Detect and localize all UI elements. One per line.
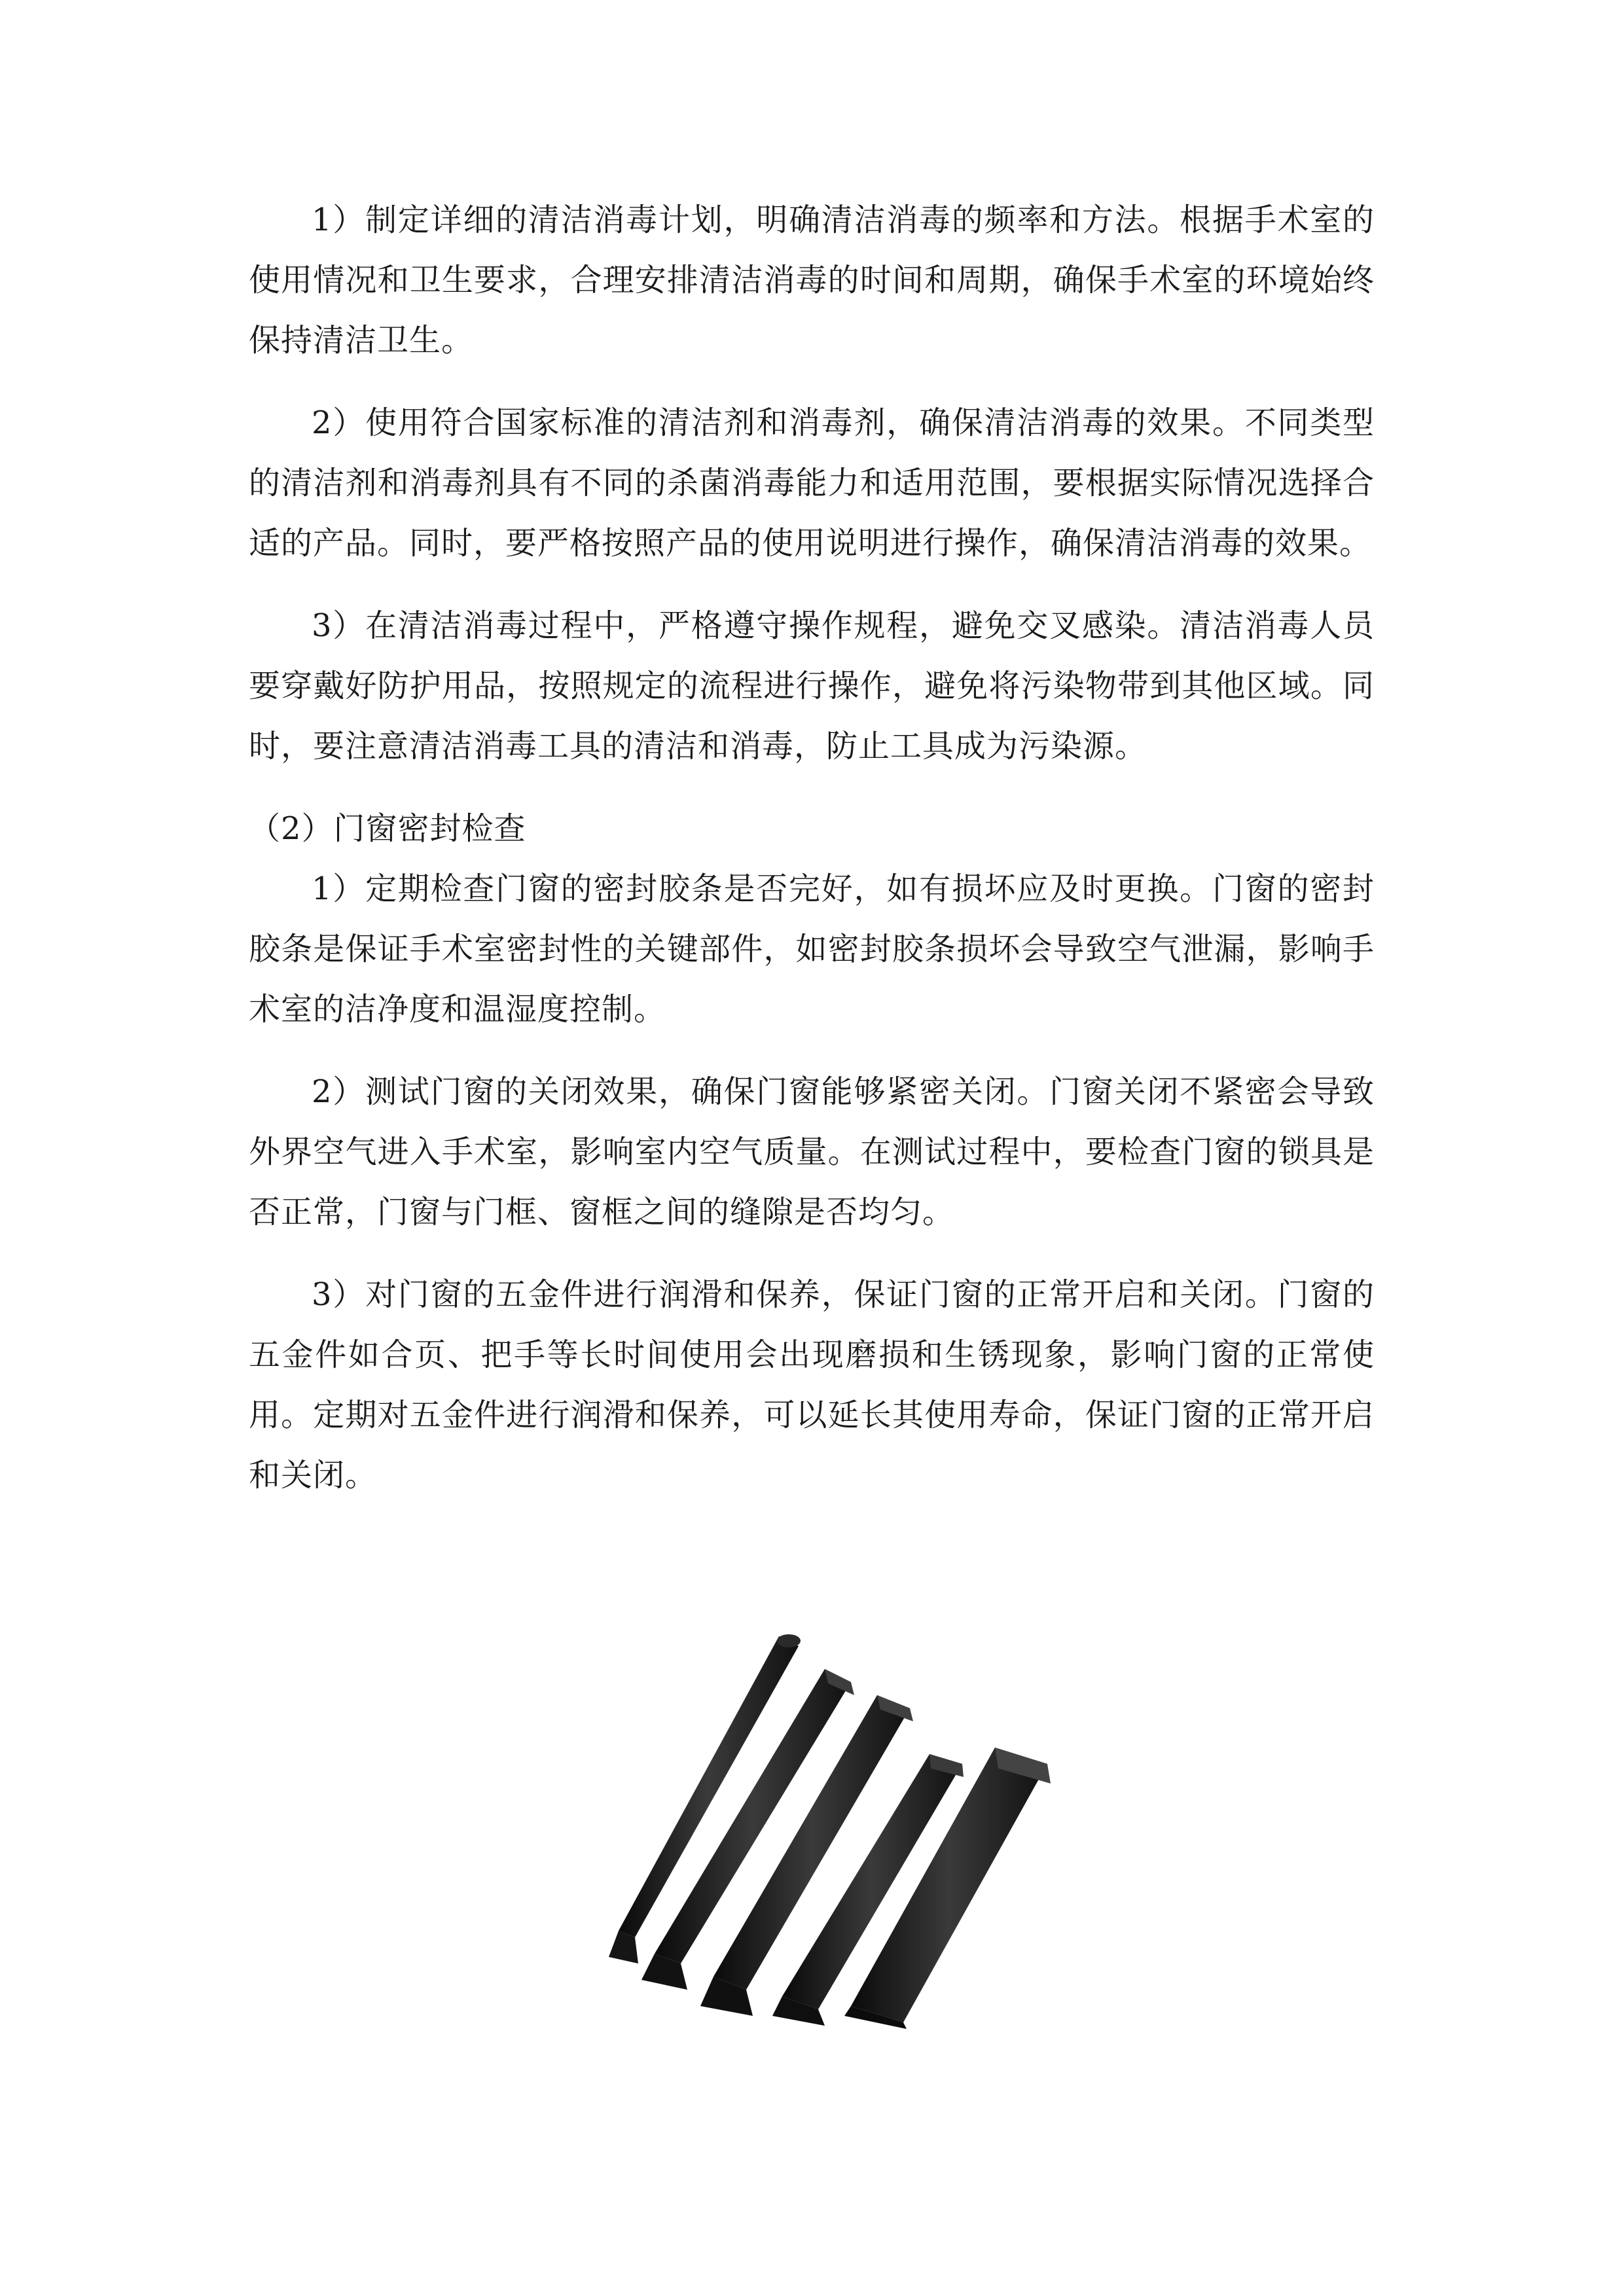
seal-strips-figure	[563, 1623, 1087, 2029]
paragraph-hardware-maintenance: 3）对门窗的五金件进行润滑和保养，保证门窗的正常开启和关闭。门窗的五金件如合页、把手等长时间使用会出现磨损和生锈现象，影响门窗的正常使用。定期对五金件进行润滑和保养，可以延长其使用寿命，保证门窗的正常开启和关闭。	[249, 1276, 1375, 1494]
text-body	[249, 190, 1375, 1528]
paragraph-cleaning-plan: 1）制定详细的清洁消毒计划，明确清洁消毒的频率和方法。根据手术室的使用情况和卫生要求，合理安排清洁消毒的时间和周期，确保手术室的环境始终保持清洁卫生。	[249, 202, 1375, 359]
paragraph-cleaning-agents: 2）使用符合国家标准的清洁剂和消毒剂，确保清洁消毒的效果。不同类型的清洁剂和消毒剂具有不同的杀菌消毒能力和适用范围，要根据实际情况选择合适的产品。同时，要严格按照产品的使用说明进行操作，确保清洁消毒的效果。	[249, 404, 1375, 562]
paragraph-cross-infection: 3）在清洁消毒过程中，严格遵守操作规程，避免交叉感染。清洁消毒人员要穿戴好防护用品，按照规定的流程进行操作，避免将污染物带到其他区域。同时，要注意清洁消毒工具的清洁和消毒，防止工具成为污染源。	[249, 607, 1375, 764]
paragraph-closing-test: 2）测试门窗的关闭效果，确保门窗能够紧密关闭。门窗关闭不紧密会导致外界空气进入手术室，影响室内空气质量。在测试过程中，要检查门窗的锁具是否正常，门窗与门框、窗框之间的缝隙是否均匀。	[249, 1073, 1375, 1230]
paragraph-seal-strip-check: 1）定期检查门窗的密封胶条是否完好，如有损坏应及时更换。门窗的密封胶条是保证手术室密封性的关键部件，如密封胶条损坏会导致空气泄漏，影响手术室的洁净度和温湿度控制。	[249, 870, 1375, 1028]
section-heading-door-window-seal: （2）门窗密封检查	[249, 810, 526, 847]
rubber-seal-strips-icon	[563, 1623, 1087, 2029]
